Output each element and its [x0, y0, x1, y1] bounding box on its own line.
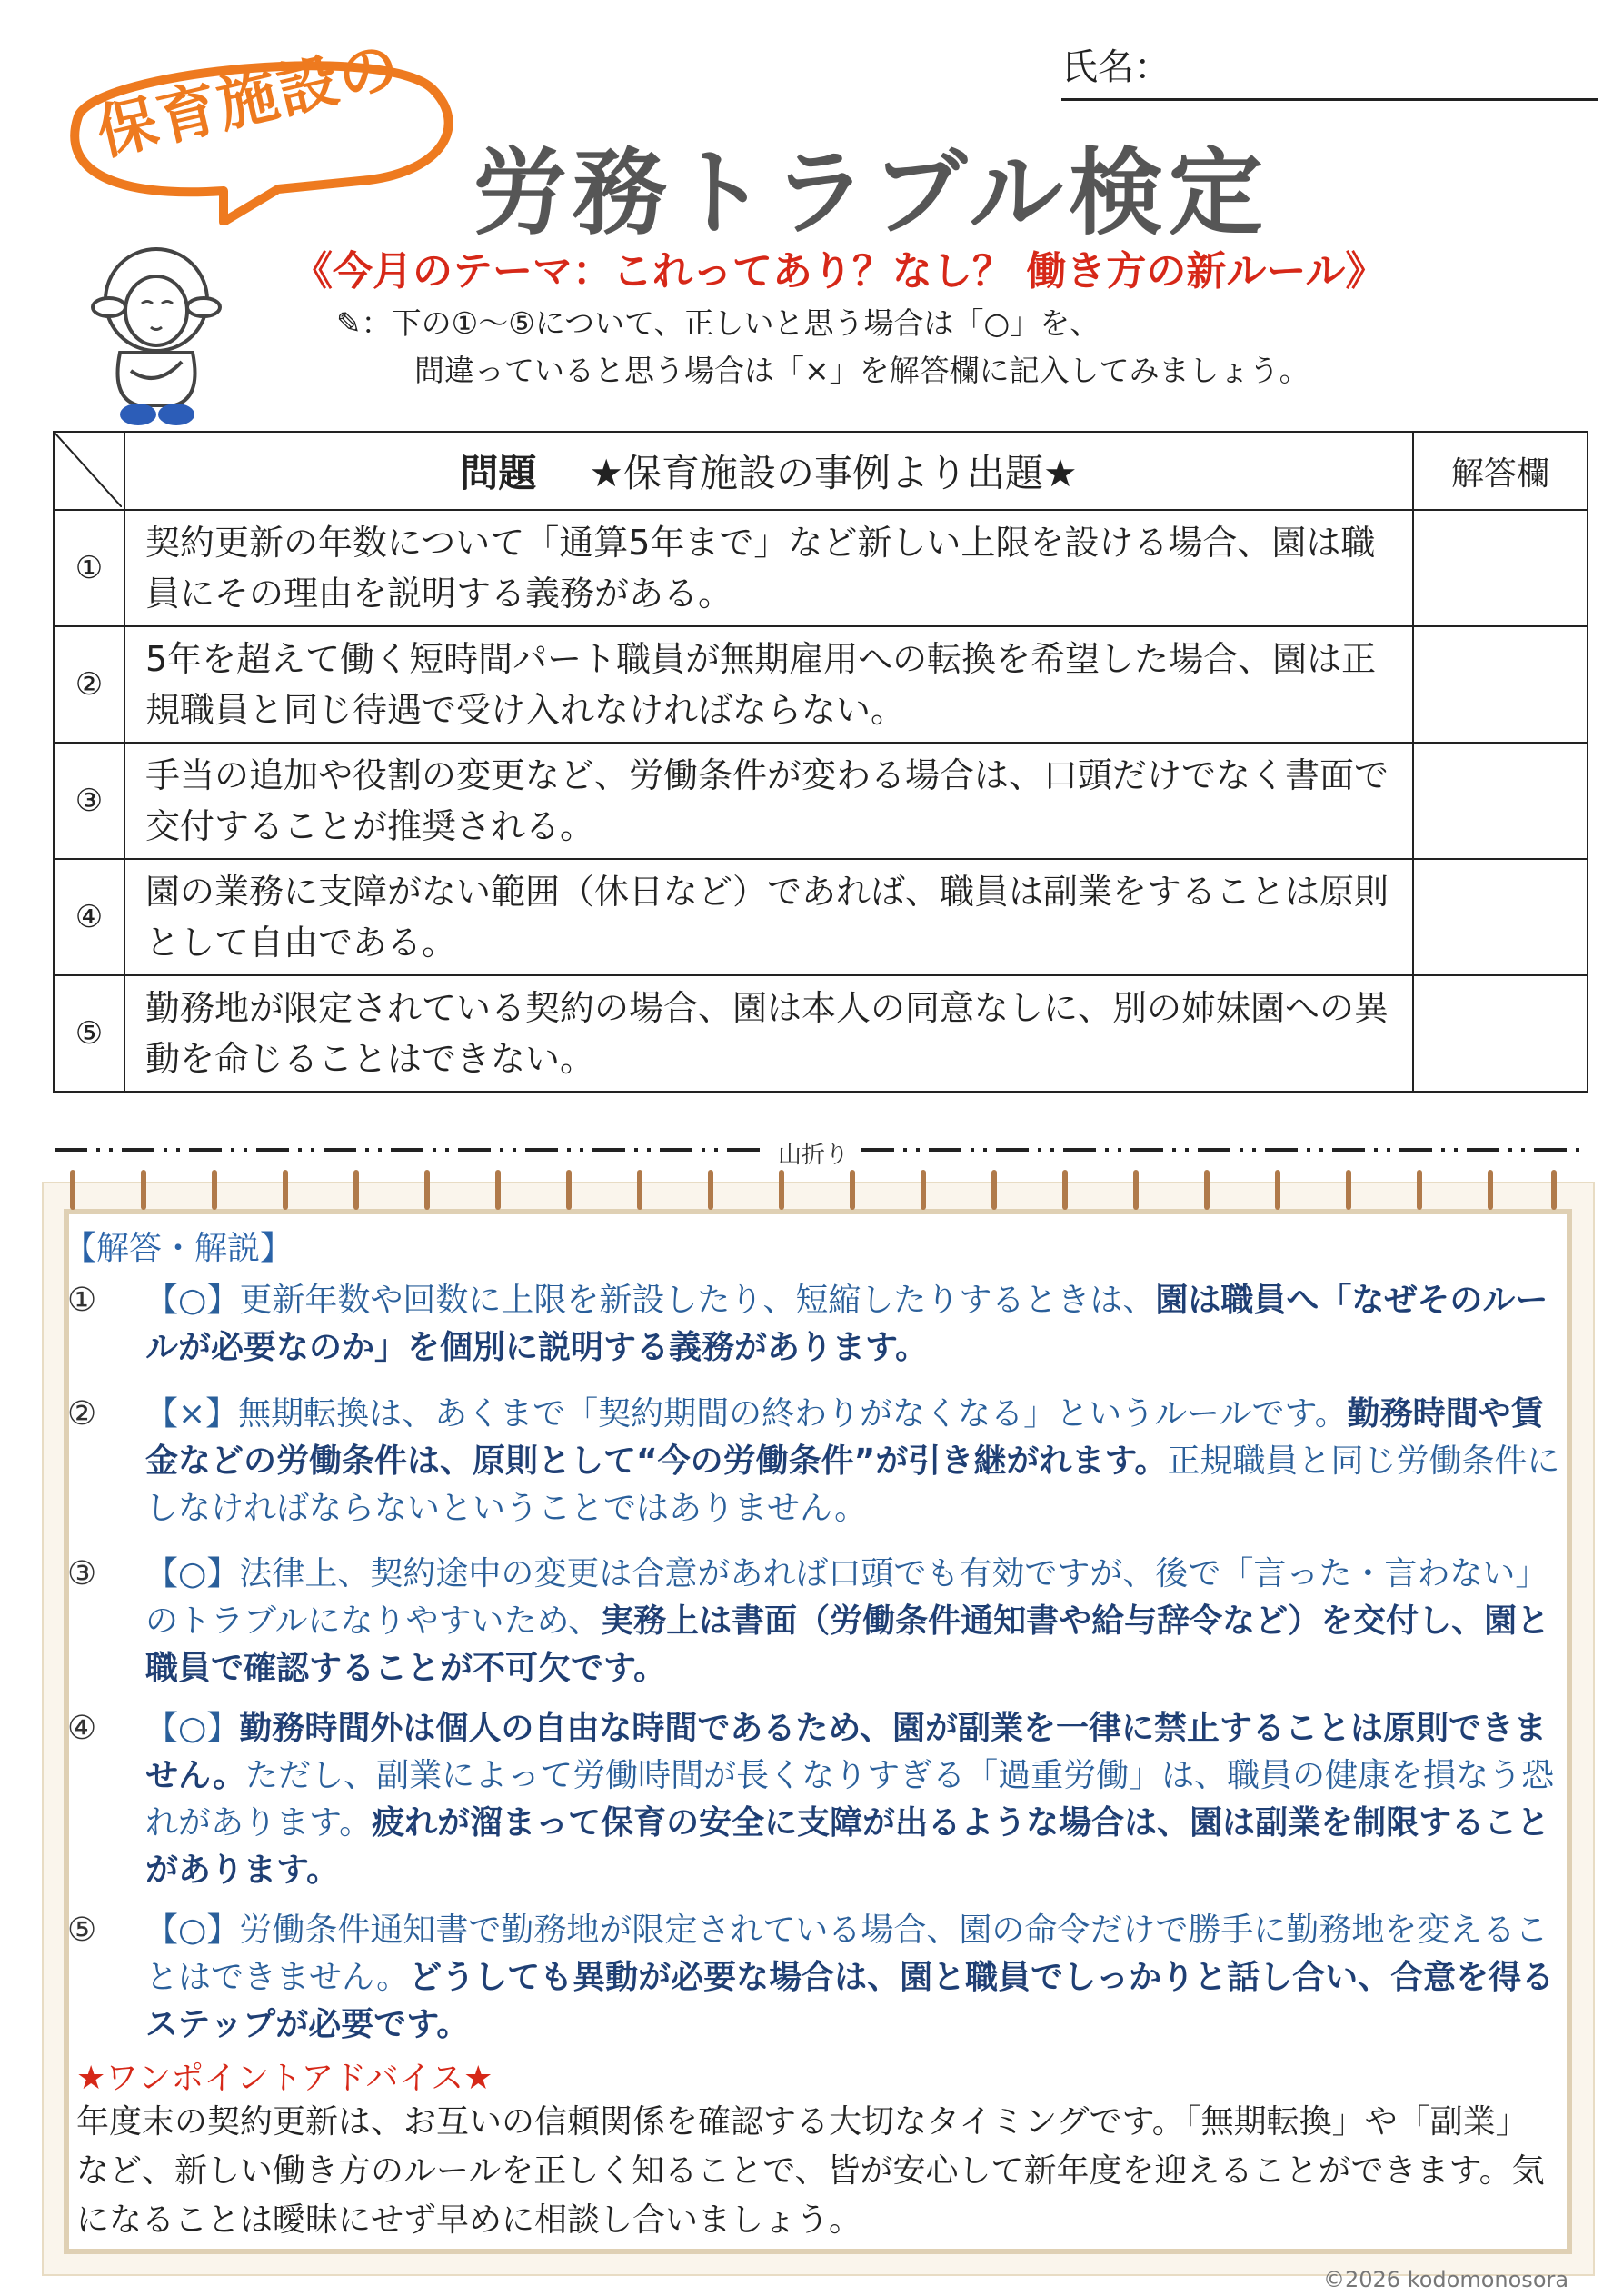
answer-cell[interactable]	[1413, 859, 1588, 975]
diagonal-line-icon	[55, 433, 122, 507]
table-header-row	[54, 432, 1588, 510]
answer-cell[interactable]	[1413, 626, 1588, 743]
table-row	[54, 859, 1588, 975]
answer-cell[interactable]	[1413, 743, 1588, 859]
instruction-line-1: ✎：下の①～⑤について、正しいと思う場合は「○」を、	[336, 305, 1100, 341]
theme-heading: 《今月のテーマ：これってあり？なし？ 働き方の新ルール》	[293, 248, 1386, 294]
answer-text: 【○】	[145, 1710, 240, 1747]
answer-text-2: 正規職員と同じ労働条件にしなければならないということではありません。	[145, 1442, 1560, 1527]
notebook-rings-icon	[64, 1169, 1563, 1223]
question-header-rest: ★保育施設の事例より出題★	[589, 451, 1078, 495]
page-title: 労務トラブル検定	[473, 137, 1269, 248]
answer-text: 【×】無期転換は、あくまで「契約期間の終わりがなくなる」というルールです。	[145, 1395, 1348, 1433]
answer-bold: 勤務時間や賃金などの労働条件は、原則として“今の労働条件”が引き継がれます。	[145, 1395, 1544, 1480]
question-text: 勤務地が限定されている契約の場合、園は本人の同意なしに、別の姉妹園への異動を命じることはできない。	[124, 975, 1413, 1092]
question-table	[53, 431, 1588, 1093]
answer-number: ③	[67, 1555, 97, 1592]
question-number: ②	[54, 626, 124, 743]
answer-header: 解答欄	[1413, 432, 1588, 510]
question-text: 園の業務に支障がない範囲（休日など）であれば、職員は副業をすることは原則として自由である。	[124, 859, 1413, 975]
table-row	[54, 510, 1588, 626]
answer-item	[67, 1391, 1563, 1532]
instructions	[336, 300, 1309, 394]
question-text: 手当の追加や役割の変更など、労働条件が変わる場合は、口頭だけでなく書面で交付することが推奨される。	[124, 743, 1413, 859]
table-row	[54, 743, 1588, 859]
name-field-line[interactable]	[1061, 98, 1598, 101]
answer-bold: 勤務時間外は個人の自由な時間であるため、園が副業を一律に禁止することは原則できません。	[145, 1710, 1547, 1794]
diagonal-header-cell	[54, 432, 124, 510]
answer-text-2: ただし、副業によって労働時間が長くなりすぎる「過重労働」は、職員の健康を損なう恐れがあります。	[145, 1757, 1555, 1842]
fold-label: 山折り	[769, 1136, 858, 1170]
answer-bold-2: 疲れが溜まって保育の安全に支障が出るような場合は、園は副業を制限することがあります。	[145, 1804, 1550, 1889]
answer-item	[67, 1907, 1563, 2049]
answer-number: ④	[67, 1710, 97, 1747]
answer-item	[67, 1705, 1563, 1894]
question-header-bold: 問題	[460, 451, 537, 495]
question-header	[124, 432, 1413, 510]
answer-cell[interactable]	[1413, 975, 1588, 1092]
answer-bold: どうしても異動が必要な場合は、園と職員でしっかりと話し合い、合意を得るステップが必要です。	[145, 1959, 1555, 2043]
answer-text: 【○】法律上、契約途中の変更は合意があれば口頭でも有効ですが、後で「言った・言わない」のトラブルになりやすいため、	[145, 1555, 1548, 1640]
answer-text: 【○】労働条件通知書で勤務地が限定されている場合、園の命令だけで勝手に勤務地を変えることはできません。	[145, 1912, 1548, 1996]
question-number: ①	[54, 510, 124, 626]
question-number: ④	[54, 859, 124, 975]
answer-number: ①	[67, 1282, 97, 1319]
copyright: ©2026 kodomonosora	[1323, 2267, 1569, 2292]
table-row	[54, 626, 1588, 743]
tip-heading: ★ワンポイントアドバイス★	[76, 2060, 493, 2097]
answer-item	[67, 1551, 1563, 1692]
instruction-line-2: 間違っていると思う場合は「×」を解答欄に記入してみましょう。	[414, 353, 1309, 388]
answer-item	[67, 1277, 1563, 1372]
tip-body: 年度末の契約更新は、お互いの信頼関係を確認する大切なタイミングです。「無期転換」や「副業」など、新しい働き方のルールを正しく知ることで、皆が安心して新年度を迎えることができます。気になることは曖昧にせず早めに相談し合いましょう。	[76, 2103, 1545, 2239]
answer-text: 【○】更新年数や回数に上限を新設したり、短縮したりするときは、	[145, 1282, 1156, 1319]
question-text: 契約更新の年数について「通算5年まで」など新しい上限を設ける場合、園は職員にその理由を説明する義務がある。	[124, 510, 1413, 626]
bubble-text: 保育施設の	[90, 31, 407, 169]
question-number: ⑤	[54, 975, 124, 1092]
table-row	[54, 975, 1588, 1092]
answer-bold: 実務上は書面（労働条件通知書や給与辞令など）を交付し、園と職員で確認することが不可欠です。	[145, 1602, 1550, 1687]
question-text: 5年を超えて働く短時間パート職員が無期雇用への転換を希望した場合、園は正規職員と同じ待遇で受け入れなければならない。	[124, 626, 1413, 743]
answer-cell[interactable]	[1413, 510, 1588, 626]
answer-bold: 園は職員へ「なぜそのルールが必要なのか」を個別に説明する義務があります。	[145, 1282, 1548, 1366]
answer-number: ⑤	[67, 1912, 97, 1949]
question-number: ③	[54, 743, 124, 859]
sheep-mascot-icon	[75, 244, 238, 434]
name-label: 氏名：	[1061, 46, 1170, 88]
answers-heading: 【解答・解説】	[64, 1230, 294, 1267]
answer-number: ②	[67, 1395, 97, 1433]
